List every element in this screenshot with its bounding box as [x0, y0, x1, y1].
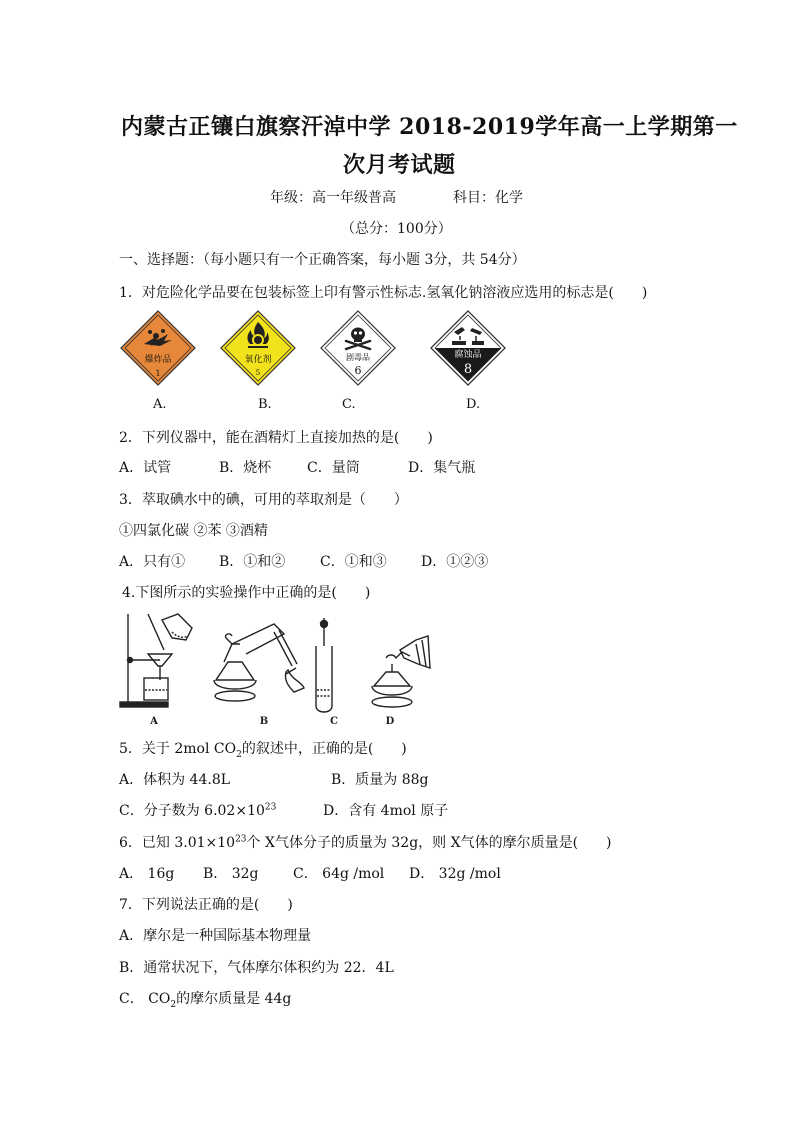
q6-option-c: C． 64g /mol [293, 866, 385, 882]
q5-stem-pre: 5．关于 2mol CO [119, 741, 237, 757]
grade-info: 年级：高一年级普高 [270, 190, 396, 206]
question-2-stem: 2．下列仪器中，能在酒精灯上直接加热的是( ) [119, 430, 433, 446]
fig-label-c: C [330, 716, 338, 727]
q7-option-b: B．通常状况下，气体摩尔体积约为 22．4L [119, 960, 394, 976]
q6-option-d: D． 32g /mol [409, 866, 501, 882]
q5-option-c-sup: 23 [264, 802, 277, 813]
explosive-sign-icon [120, 310, 196, 386]
sign-c-text: 剧毒品 [346, 353, 370, 362]
sign-a-text: 爆炸品 [144, 355, 172, 365]
question-5-stem [119, 738, 407, 760]
sign-b-label: B. [258, 397, 272, 412]
q5-option-a: A．体积为 44.8L [119, 772, 231, 788]
q6-stem-pre: 6．已知 3.01×10 [119, 835, 236, 851]
toxic-sign-icon [320, 310, 396, 386]
sign-d-text: 腐蚀品 [454, 350, 482, 360]
sign-a-num: 1 [155, 369, 161, 378]
section-heading: 一、选择题：（每小题只有一个正确答案，每小题 3分，共 54分） [119, 252, 526, 268]
fig-label-a: A [150, 716, 158, 727]
q6-option-b: B． 32g [203, 866, 259, 882]
sign-d-num: 8 [463, 362, 473, 377]
fig-label-b: B [259, 716, 269, 727]
q6-stem-sup: 23 [235, 834, 247, 845]
q3-option-c: C．①和③ [320, 554, 387, 570]
q2-option-b: B．烧杯 [219, 460, 272, 476]
q7-option-a: A．摩尔是一种国际基本物理量 [119, 928, 312, 944]
q3-option-a: A．只有① [119, 554, 186, 570]
question-1-stem: 1．对危险化学品要在包装标签上印有警示性标志.氢氧化钠溶液应选用的标志是( ) [119, 285, 648, 301]
corrosive-sign-icon [430, 310, 506, 386]
question-7-stem: 7．下列说法正确的是( ) [119, 897, 293, 913]
subject-info: 科目：化学 [453, 190, 523, 206]
q2-option-a: A．试管 [119, 460, 172, 476]
q5-option-b: B．质量为 88g [331, 772, 429, 788]
q7-option-c-sub: 2 [170, 999, 177, 1010]
q7-option-c-post: 的摩尔质量是 44g [176, 991, 292, 1007]
question-4-stem: 4.下图所示的实验操作中正确的是( ) [122, 585, 371, 601]
sign-d-label: D. [466, 397, 481, 412]
q7-option-c [119, 988, 291, 1010]
q2-option-c: C．量筒 [307, 460, 360, 476]
q7-option-c-pre: C． CO [119, 991, 171, 1007]
fig-label-d: D [385, 716, 395, 727]
sign-b-text: 氧化剂 [244, 355, 272, 365]
q6-stem-post: 个 X气体分子的质量为 32g，则 X气体的摩尔质量是( ) [246, 835, 612, 851]
q5-option-d: D．含有 4mol 原子 [323, 803, 449, 819]
page-title-line2: 次月考试题 [343, 152, 456, 178]
total-score: （总分：100分） [341, 221, 452, 237]
q6-option-a: A． 16g [119, 866, 175, 882]
q3-option-b: B．①和② [219, 554, 286, 570]
sign-b-num: 5 [255, 369, 261, 377]
q5-option-c-pre: C．分子数为 6.02×10 [119, 803, 265, 819]
question-6-stem [119, 832, 612, 852]
q5-option-c [119, 800, 276, 820]
q3-substances: ①四氯化碳 ②苯 ③酒精 [119, 523, 268, 539]
oxidizer-sign-icon [220, 310, 296, 386]
sign-c-label: C. [342, 397, 356, 412]
q5-stem-post: 的叙述中，正确的是( ) [241, 741, 407, 757]
sign-a-label: A. [153, 397, 167, 412]
q2-option-d: D．集气瓶 [408, 460, 476, 476]
q5-stem-sub: 2 [236, 749, 242, 760]
lab-apparatus-figure [116, 610, 436, 728]
page-title-line1: 内蒙古正镶白旗察汗淖中学 2018-2019学年高一上学期第一 [121, 114, 738, 140]
q3-option-d: D．①②③ [421, 554, 489, 570]
sign-c-num: 6 [354, 364, 362, 377]
question-3-stem: 3．萃取碘水中的碘，可用的萃取剂是（ ） [119, 492, 408, 508]
